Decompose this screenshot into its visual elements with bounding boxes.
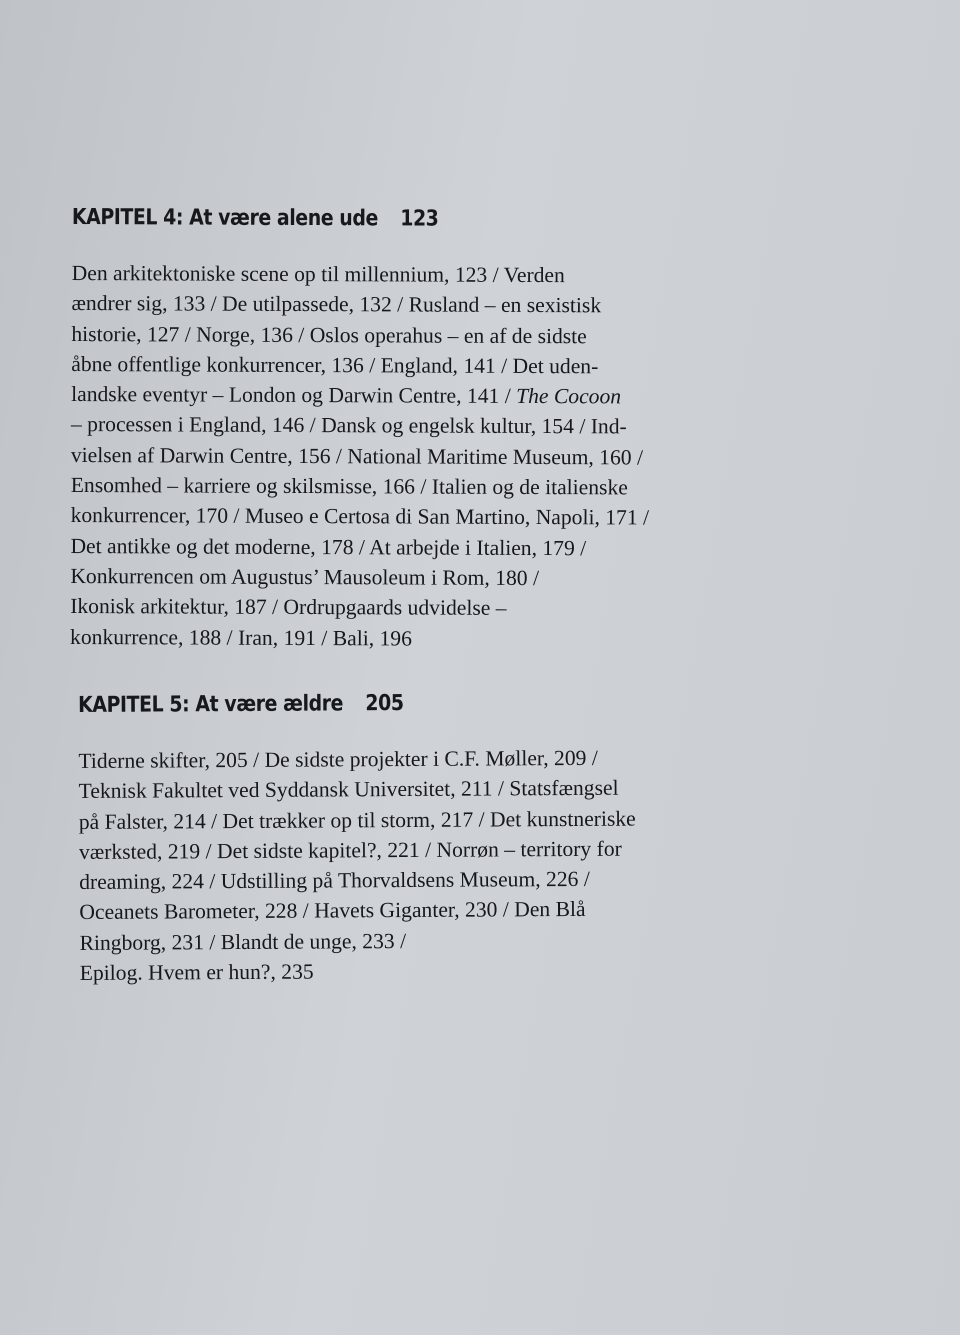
toc-entry: Det uden- <box>512 353 599 379</box>
toc-line <box>80 954 770 989</box>
separator: / <box>203 869 221 894</box>
toc-entry: De utilpassede, 132 <box>222 291 392 317</box>
separator: / <box>586 745 598 770</box>
toc-entry: vielsen af Darwin Centre, 156 <box>70 442 331 468</box>
toc-entry: Ensomhed – karriere og skilsmisse, 166 <box>70 473 416 499</box>
separator: / <box>221 625 239 650</box>
toc-entry: Epilog. Hvem er hun?, 235 <box>79 959 314 986</box>
separator: / <box>227 504 245 529</box>
toc-line <box>79 772 769 807</box>
toc-entry: Oslos operahus – en af de sidste <box>309 322 587 348</box>
chapter-5-entries <box>78 742 769 989</box>
separator: / <box>200 839 218 864</box>
toc-entry: – processen i England, 146 <box>70 412 305 438</box>
toc-line <box>70 622 760 655</box>
toc-line <box>71 500 761 533</box>
toc-entry: Rusland – en sexistisk <box>408 292 602 318</box>
toc-entry: At arbejde i Italien, 179 <box>369 534 575 560</box>
toc-entry: Blandt de unge, 233 <box>220 928 395 954</box>
toc-line <box>79 893 769 928</box>
toc-entry: De sidste projekter i C.F. Møller, 209 <box>264 745 587 772</box>
toc-entry: Ordrupgaards udvidelse – <box>283 595 507 621</box>
toc-entry: Den Blå <box>514 897 586 922</box>
toc-entry: åbne offentlige konkurrencer, 136 <box>71 351 364 378</box>
separator: / <box>304 413 322 438</box>
toc-line <box>71 470 761 503</box>
separator: / <box>363 353 381 378</box>
chapter-5-page-number: 205 <box>365 691 404 717</box>
toc-entry: Det sidste kapitel?, 221 <box>216 837 420 864</box>
toc-entry: Oceanets Barometer, 228 <box>79 899 298 925</box>
separator: / <box>492 776 510 801</box>
toc-line <box>79 802 769 837</box>
chapter-4-entries <box>70 258 762 655</box>
separator: / <box>315 625 333 650</box>
separator: / <box>574 535 587 560</box>
toc-entry-italic: The Cocoon <box>516 384 622 409</box>
toc-entry: Den arkitektoniske scene op til millennium, 123 <box>71 260 488 287</box>
toc-entry: Konkurrencen om Augustus’ Mausoleum i Rom, 180 <box>70 563 528 590</box>
separator: / <box>637 505 650 530</box>
separator: / <box>473 807 491 832</box>
toc-entry: værksted, 219 <box>78 839 201 864</box>
separator: / <box>578 867 590 892</box>
toc-entry: historie, 127 <box>71 321 180 347</box>
toc-entry: Det trækker op til storm, 217 <box>222 807 474 833</box>
chapter-4-section <box>70 198 762 655</box>
separator: / <box>297 899 315 924</box>
toc-line <box>71 379 761 412</box>
toc-entry: Norge, 136 <box>196 322 293 347</box>
separator: / <box>394 928 407 953</box>
toc-entry: Havets Giganter, 230 <box>314 897 498 924</box>
separator: / <box>527 565 540 591</box>
toc-line <box>70 531 760 564</box>
toc-entry: Det antikke og det moderne, 178 <box>70 533 354 559</box>
separator: / <box>631 445 644 470</box>
toc-entry: Verden <box>503 262 565 288</box>
separator: / <box>487 262 504 287</box>
separator: / <box>419 837 437 862</box>
separator: / <box>391 292 409 317</box>
toc-line <box>71 319 761 352</box>
separator: / <box>247 747 265 772</box>
chapter-5-title: KAPITEL 5: At være ældre <box>78 691 344 718</box>
toc-entry: Udstilling på Thorvaldsens Museum, 226 <box>220 867 579 894</box>
toc-entry: konkurrence, 188 <box>70 624 222 650</box>
toc-line <box>71 440 761 473</box>
separator: / <box>330 443 348 468</box>
toc-entry: Det kunstneriske <box>489 806 636 832</box>
toc-entry: National Maritime Museum, 160 <box>347 443 632 470</box>
toc-entry: dreaming, 224 <box>79 869 205 895</box>
chapter-4-heading <box>72 198 666 241</box>
separator: / <box>573 414 591 439</box>
separator: / <box>497 897 515 922</box>
toc-entry: ændrer sig, 133 <box>71 291 206 316</box>
toc-entry: konkurrencer, 170 <box>70 503 229 529</box>
toc-entry: på Falster, 214 <box>78 808 206 834</box>
toc-entry: Ikonisk arkitektur, 187 <box>70 594 267 620</box>
toc-line <box>71 409 761 442</box>
toc-line <box>71 288 761 321</box>
separator: / <box>499 384 517 409</box>
separator: / <box>266 595 284 620</box>
toc-entry: Statsfængsel <box>509 775 619 801</box>
chapter-5-section <box>78 682 770 989</box>
toc-entry: Teknisk Fakultet ved Syddansk Universitet, 211 <box>78 776 493 804</box>
toc-line <box>79 863 769 898</box>
toc-entry: England, 141 <box>380 353 496 378</box>
toc-entry: Norrøn – territory for <box>436 836 622 862</box>
separator: / <box>205 291 223 316</box>
separator: / <box>353 534 370 559</box>
separator: / <box>414 474 432 499</box>
toc-line <box>70 561 760 594</box>
toc-entry: Bali, 196 <box>332 625 412 651</box>
toc-line <box>72 258 762 291</box>
chapter-4-title: KAPITEL 4: At være alene ude <box>71 204 378 232</box>
toc-entry: Ringborg, 231 <box>79 930 205 955</box>
toc-line <box>79 924 769 959</box>
toc-line <box>78 742 768 777</box>
toc-entry: landske eventyr – London og Darwin Centre, 141 <box>71 382 500 409</box>
toc-line <box>70 591 760 624</box>
separator: / <box>203 929 221 955</box>
toc-entry: Tiderne skifter, 205 <box>78 747 248 773</box>
toc-entry: Ind- <box>590 414 627 439</box>
toc-line <box>71 349 761 382</box>
toc-entry: Iran, 191 <box>237 625 316 650</box>
toc-entry: Dansk og engelsk kultur, 154 <box>321 413 574 439</box>
separator: / <box>205 808 223 833</box>
separator: / <box>495 353 513 378</box>
chapter-5-heading <box>78 682 672 726</box>
toc-line <box>79 833 769 868</box>
separator: / <box>292 322 310 347</box>
toc-entry: Museo e Certosa di San Martino, Napoli, 171 <box>244 504 638 530</box>
chapter-4-page-number: 123 <box>400 206 439 232</box>
separator: / <box>179 322 197 347</box>
toc-entry: Italien og de italienske <box>431 474 628 500</box>
